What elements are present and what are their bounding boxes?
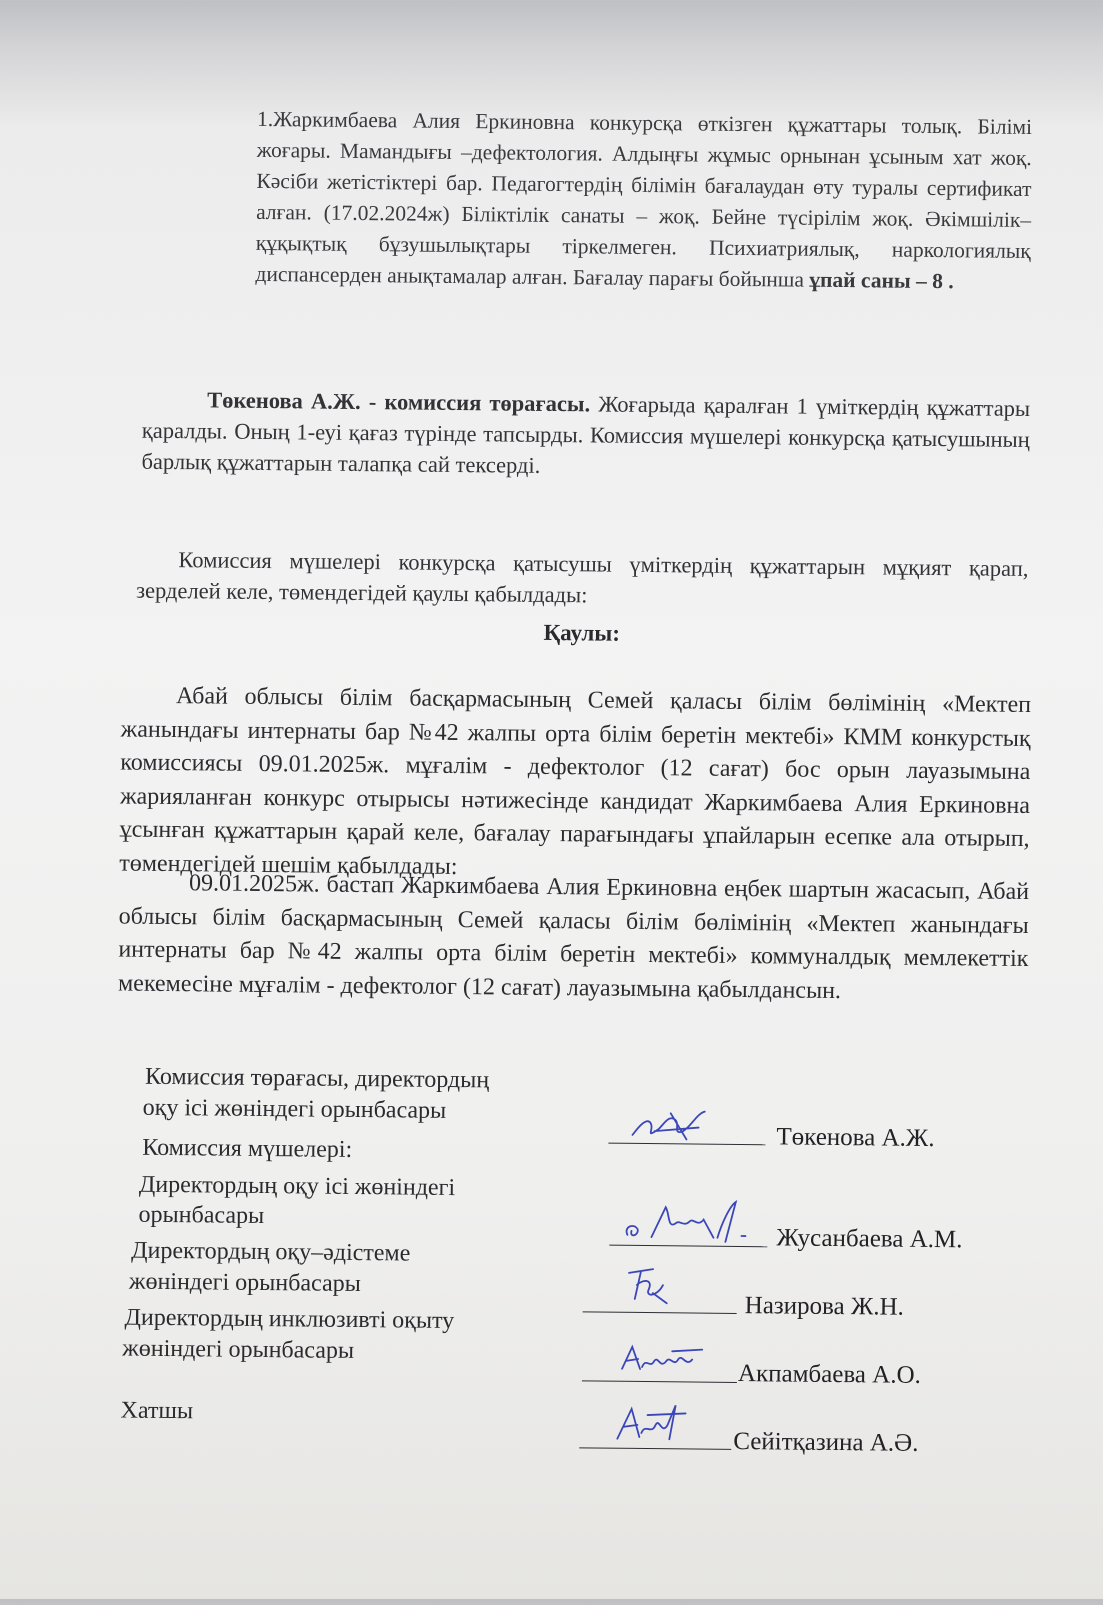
member3-signature-line — [582, 1380, 737, 1383]
chair-statement-text: Жоғарыда қаралған 1 үміткердің құжаттары қаралды. Оның 1-еуі қағаз түрінде тапсырды. Комиссия мүшелері конкурсқа қатысушының барлық құжаттарын талапқа сай тексерді. — [141, 391, 1031, 478]
member2-role-line-2: жөніндегі орынбасары — [128, 1268, 361, 1298]
members-label: Комиссия мүшелері: — [142, 1134, 353, 1163]
member3-name: Акпамбаева А.О. — [737, 1360, 921, 1389]
decision-paragraph: 09.01.2025ж. бастап Жаркимбаева Алия Еркиновна еңбек шартын жасасып, Абай облысы білім басқармасының Семей қаласы білім бөлімінің «Мектеп жанындағы интернаты бар №42 жалпы орта білім беретін мектебі» коммуналдық мемлекеттік мекемесіне мұғалім - дефектолог (12 сағат) лауазымына қабылдансын. — [117, 870, 1030, 1004]
resolution-heading: Қаулы: — [543, 619, 621, 646]
commission-review-paragraph: Комиссия мүшелері конкурсқа қатысушы үміткердің құжаттарын мұқият қарап, зерделей келе, төмендегідей қаулы қабылдады: — [136, 547, 1029, 608]
secretary-signature — [611, 1401, 691, 1446]
resolution-paragraph: Абай облысы білім басқармасының Семей қаласы білім бөлімінің «Мектеп жанындағы интернаты бар №42 жалпы орта білім беретін мектебі» КММ конкурстық комиссиясы 09.01.2025ж. мұғалім - дефектолог (12 сағат) бос орын лауазымына жарияланған конкурс отырысы нәтижесінде кандидат Жаркимбаева Алия Еркиновна ұсынған құжаттарын қарай келе, бағалау парағындағы ұпайларын есепке ала отырып, төмендегідей шешім қабылдады: — [119, 683, 1032, 880]
member3-signature — [616, 1341, 706, 1378]
member1-signature — [617, 1193, 768, 1251]
member2-signature — [623, 1263, 673, 1308]
chair-role-line-2: оқу ісі жөніндегі орынбасары — [142, 1094, 447, 1124]
secretary-signature-line — [579, 1447, 731, 1450]
member2-signature-line — [583, 1311, 737, 1314]
chair-signature — [624, 1105, 714, 1146]
candidate-score-text: ұпай саны – 8 . — [809, 267, 954, 294]
candidate-intro-paragraph — [255, 104, 1032, 298]
member2-role-line-1: Директордың оқу–әдістеме — [131, 1237, 411, 1267]
chair-name: Төкенова А.Ж. — [776, 1123, 935, 1153]
secretary-role: Хатшы — [120, 1397, 194, 1425]
member1-role-line-2: орынбасары — [138, 1201, 265, 1230]
chair-statement-paragraph — [141, 384, 1030, 486]
member1-role-line-1: Директордың оқу ісі жөніндегі — [138, 1171, 456, 1202]
secretary-name: Сейітқазина А.Ә. — [733, 1427, 919, 1457]
candidate-intro-text: 1.Жаркимбаева Алия Еркиновна конкурсқа өткізген құжаттары толық. Білімі жоғары. Мамандығы –дефектология. Алдыңғы жұмыс орнынан ұсыным хат жоқ. Кәсіби жетістіктері бар. Педагогтердің білімін бағалаудан өту туралы сертификат алған. (17.02.2024ж) Біліктілік санаты – жоқ. Бейне түсірілім жоқ. Әкімшілік–құқықтық бұзушылықтары тіркелмеген. Психиатриялық, наркологиялық диспансерден анықтамалар алған. Бағалау парағы бойынша — [255, 106, 1033, 292]
member3-role-line-1: Директордың инклюзивті оқыту — [124, 1304, 455, 1335]
chair-role-line-1: Комиссия төрағасы, директордың — [144, 1063, 490, 1094]
member1-name: Жусанбаева А.М. — [776, 1224, 963, 1254]
chair-name-title: Төкенова А.Ж. - комиссия төрағасы. — [207, 387, 591, 417]
member3-role-line-2: жөніндегі орынбасары — [122, 1335, 355, 1364]
member2-name: Назирова Ж.Н. — [744, 1292, 905, 1321]
